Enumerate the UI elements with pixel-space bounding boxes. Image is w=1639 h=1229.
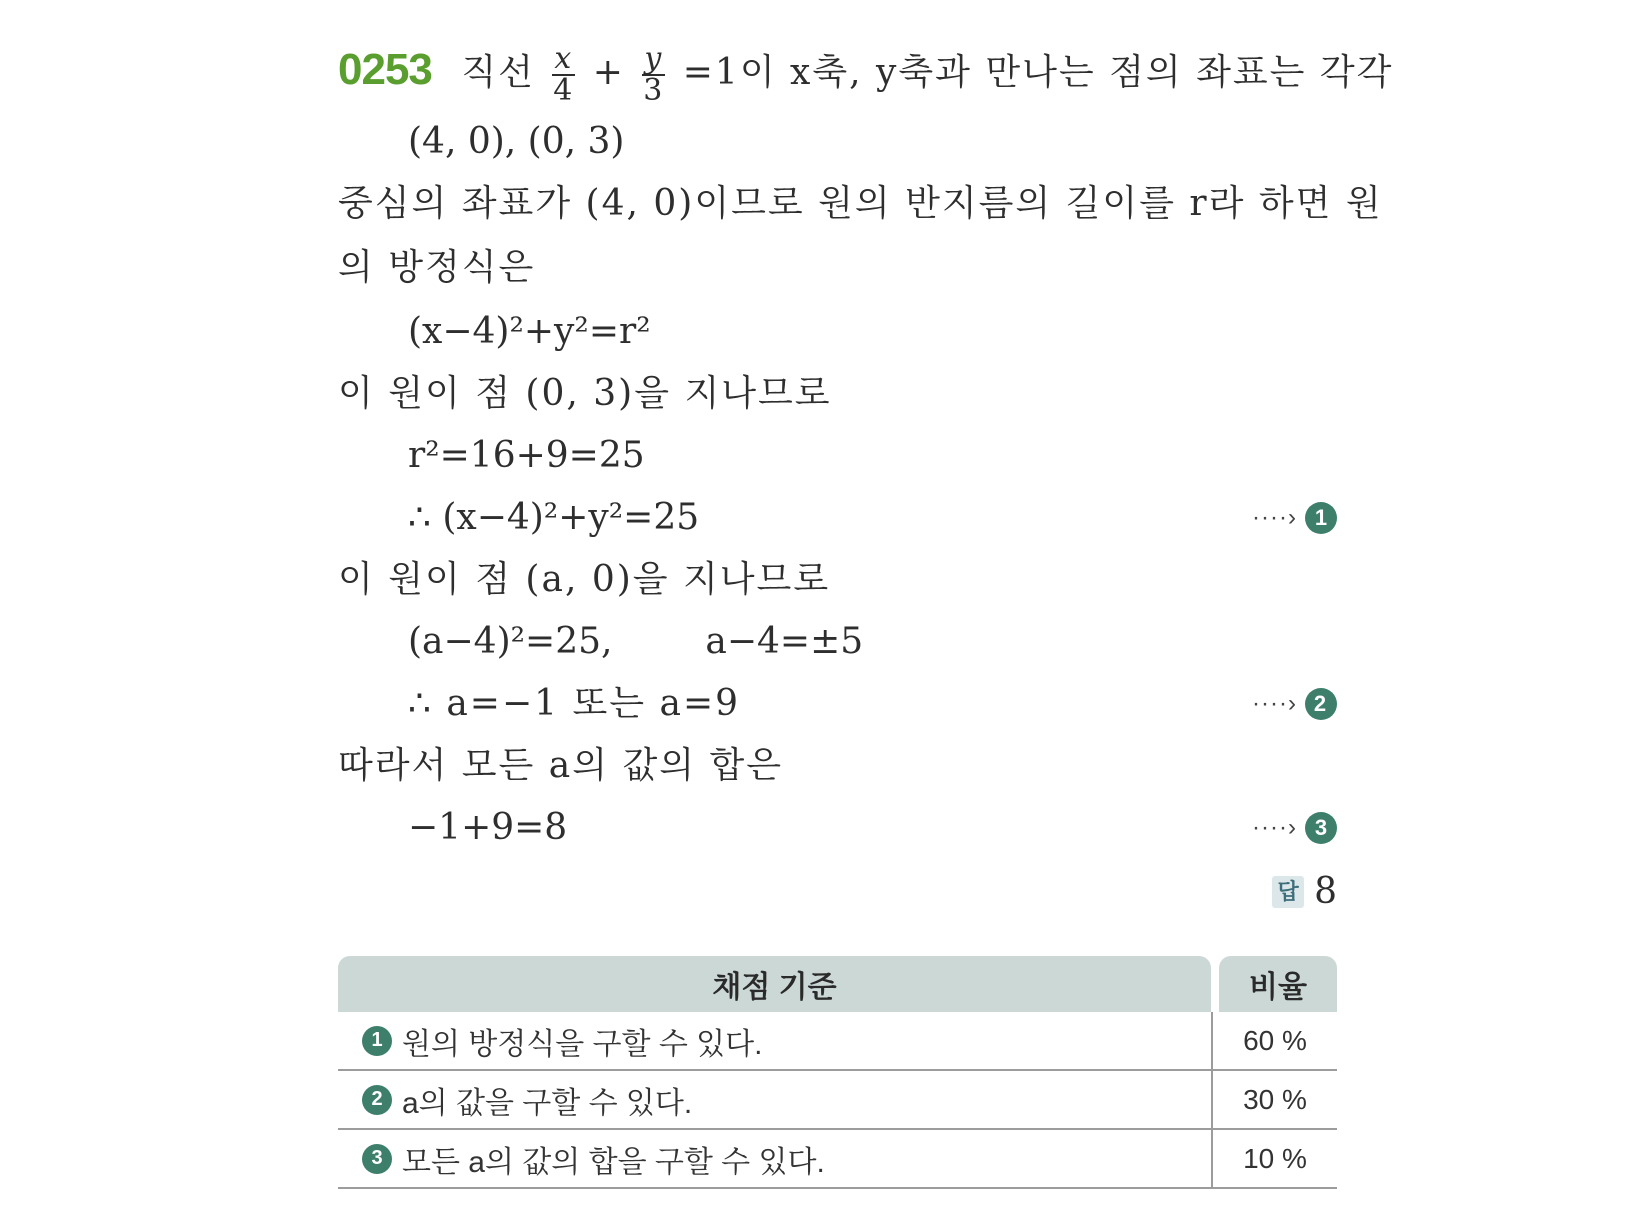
dotted-arrow-icon: ····› [1252,504,1297,531]
ratio-cell: 60 % [1243,1024,1307,1056]
table-row [338,1012,1337,1071]
plus-sign: + [592,52,625,93]
criteria-cell [338,1130,1213,1187]
fraction-y-over-3 [642,41,665,108]
problem-number: 0253 [338,45,432,94]
fraction-denominator: 3 [643,73,665,108]
step-1-line [408,498,1337,538]
table-row [338,1130,1337,1189]
criteria-text: a의 값을 구할 수 있다. [402,1086,693,1120]
a-equation-pm: a−4=±5 [705,621,864,662]
a-equation-line [408,622,863,662]
table-header-row [338,956,1337,1012]
step-marker [1252,684,1337,724]
step-3-line [408,808,1337,848]
circle-equation-general: (x−4)²+y²=r² [408,311,651,352]
fraction-x-over-4 [552,41,575,108]
table-row [338,1071,1337,1130]
solution-text-line: 따라서 모든 a의 값의 합은 [338,745,783,786]
ratio-cell: 10 % [1243,1142,1307,1174]
dotted-arrow-icon: ····› [1252,814,1297,841]
step-2-circle-icon: 2 [1305,688,1337,720]
fraction-numerator: x [554,41,574,76]
solution-text-line: 중심의 좌표가 (4, 0)이므로 원의 반지름의 길이를 r라 하면 원 [338,183,1383,224]
step-marker [1252,808,1337,848]
solution-text-line: 의 방정식은 [338,247,536,288]
step-marker [1252,498,1337,538]
a-equation-squared: (a−4)²=25, [408,621,613,662]
solution-text-line: 이 원이 점 (0, 3)을 지나므로 [338,373,832,414]
radius-squared-equation: r²=16+9=25 [408,435,645,476]
step-1-circle-icon: 1 [1305,502,1337,534]
step-1-circle-icon: 1 [362,1026,392,1056]
circle-equation-result: ∴ (x−4)²+y²=25 [408,497,700,538]
solution-text-line: 이 원이 점 (a, 0)을 지나므로 [338,559,831,600]
grading-criteria-table [338,956,1337,1189]
criteria-cell [338,1071,1213,1128]
a-values: ∴ a=−1 또는 a=9 [408,683,741,724]
step-2-line [408,684,1337,724]
header-ratio: 비율 [1219,956,1337,1012]
problem-statement-line [338,40,1394,108]
step-3-circle-icon: 3 [1305,812,1337,844]
answer-value: 8 [1314,871,1337,912]
intercept-points: (4, 0), (0, 3) [408,121,625,162]
fraction-numerator: y [644,41,664,76]
step-2-circle-icon: 2 [362,1085,392,1115]
criteria-text: 원의 방정식을 구할 수 있다. [402,1027,763,1061]
problem-text-post: =1이 x축, y축과 만나는 점의 좌표는 각각 [682,52,1394,93]
problem-text-pre: 직선 [461,52,535,93]
header-criteria: 채점 기준 [338,956,1211,1012]
sum-equation: −1+9=8 [408,807,568,848]
dotted-arrow-icon: ····› [1252,690,1297,717]
answer [1272,872,1337,912]
fraction-denominator: 4 [553,73,575,108]
criteria-text: 모든 a의 값의 합을 구할 수 있다. [402,1145,825,1179]
step-3-circle-icon: 3 [362,1144,392,1174]
ratio-cell: 30 % [1243,1083,1307,1115]
criteria-cell [338,1012,1213,1069]
answer-icon: 답 [1272,876,1304,908]
